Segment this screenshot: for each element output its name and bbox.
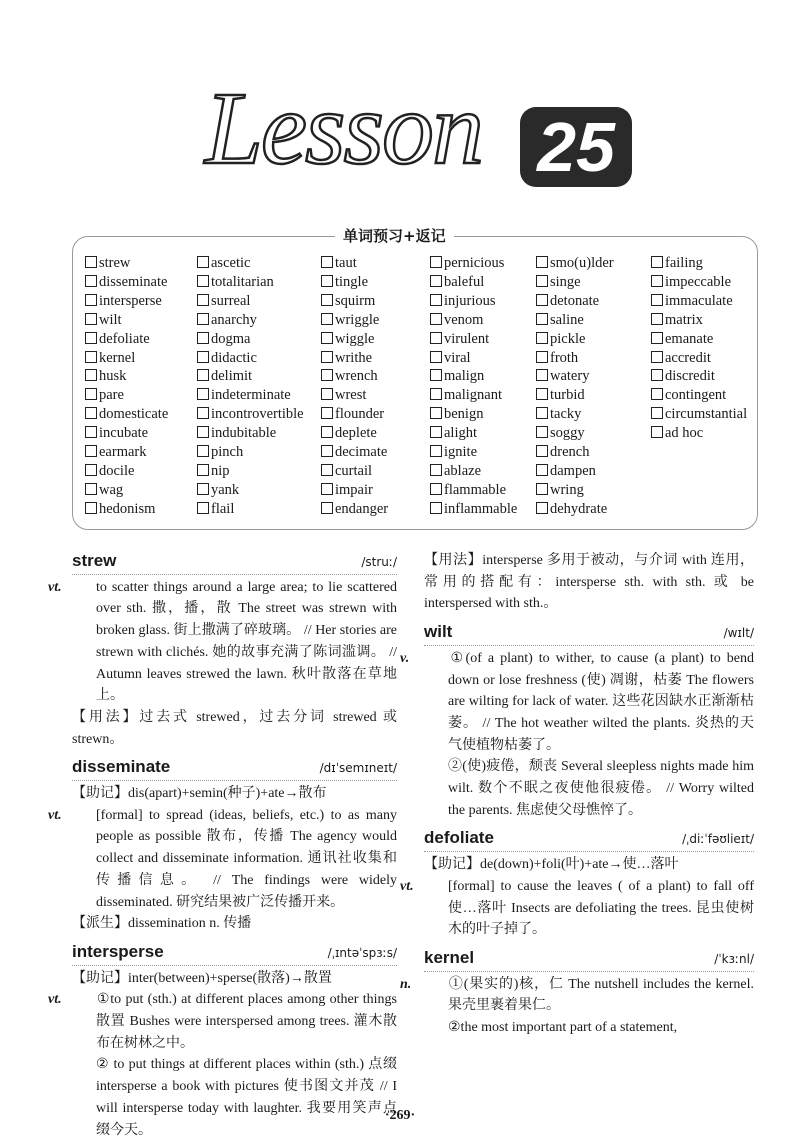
pronunciation: /dɪˈsemɪneɪt/ — [319, 761, 397, 776]
word-checkbox-item[interactable]: malignant — [430, 386, 517, 405]
word-checkbox-item[interactable]: ad hoc — [651, 424, 747, 443]
pronunciation: /ˈkɜːnl/ — [714, 951, 754, 966]
word-checkbox-item[interactable]: failing — [651, 254, 747, 273]
word-checkbox-item[interactable]: impair — [321, 481, 388, 500]
word-checkbox-item[interactable]: decimate — [321, 443, 388, 462]
word-checkbox-item[interactable]: intersperse — [85, 292, 168, 311]
word-checkbox-item[interactable]: ablaze — [430, 462, 517, 481]
word-checkbox-item[interactable]: pernicious — [430, 254, 517, 273]
pronunciation: /ˌɪntəˈspɜːs/ — [327, 945, 397, 960]
word-checkbox-item[interactable]: drench — [536, 443, 614, 462]
part-of-speech: vt. — [400, 878, 414, 894]
word-checkbox-item[interactable]: dampen — [536, 462, 614, 481]
word-checkbox-item[interactable]: writhe — [321, 349, 388, 368]
word-checkbox-item[interactable]: matrix — [651, 311, 747, 330]
word-column — [651, 254, 747, 443]
word-checkbox-item[interactable]: venom — [430, 311, 517, 330]
word-checkbox-item[interactable]: virulent — [430, 330, 517, 349]
word-list-heading: 单词预习+返记 — [335, 225, 454, 246]
headword: intersperse — [72, 941, 164, 961]
headword: defoliate — [424, 828, 494, 848]
usage-note: 【用法】过去式 strewed，过去分词 strewed 或 strewn。 — [72, 709, 397, 747]
word-checkbox-item[interactable]: detonate — [536, 292, 614, 311]
word-checkbox-item[interactable]: incubate — [85, 424, 168, 443]
part-of-speech: vt. — [48, 579, 62, 595]
pronunciation: /wɪlt/ — [723, 626, 754, 641]
word-column — [536, 254, 614, 519]
definition: ②(使)疲倦，颓丧 Several sleepless nights made him wilt. 数个不眠之夜使他很疲倦。 // Worry wilted the parents. 焦虑使父母憔悴了。 — [448, 759, 754, 818]
word-checkbox-item[interactable]: didactic — [197, 349, 304, 368]
word-checkbox-item[interactable]: strew — [85, 254, 168, 273]
word-checkbox-item[interactable]: squirm — [321, 292, 388, 311]
entry-kernel — [400, 947, 754, 1039]
word-checkbox-item[interactable]: malign — [430, 367, 517, 386]
page-number: ·269· — [384, 1108, 416, 1123]
word-checkbox-item[interactable]: flounder — [321, 405, 388, 424]
part-of-speech: vt. — [48, 992, 62, 1008]
word-checkbox-item[interactable]: wrench — [321, 367, 388, 386]
memo-note: 【助记】inter(between)+sperse(散落)→散置 — [72, 970, 332, 986]
word-checkbox-item[interactable]: delimit — [197, 367, 304, 386]
definition: [formal] to spread (ideas, beliefs, etc.) to as many people as possible 散布，传播 The agency would collect and disseminate information. 通讯社收集和传播信息。 // The findings were widely disseminated. 研究结果被广泛传播开来。 — [96, 807, 397, 910]
word-checkbox-item[interactable]: contingent — [651, 386, 747, 405]
definition: ①(果实的)核，仁 The nutshell includes the kernel. 果壳里裹着果仁。 — [448, 976, 754, 1014]
word-checkbox-item[interactable]: wag — [85, 481, 168, 500]
word-checkbox-item[interactable]: circumstantial — [651, 405, 747, 424]
word-checkbox-item[interactable]: totalitarian — [197, 273, 304, 292]
word-checkbox-item[interactable]: immaculate — [651, 292, 747, 311]
word-checkbox-item[interactable]: pare — [85, 386, 168, 405]
word-checkbox-item[interactable]: nip — [197, 462, 304, 481]
word-column — [85, 254, 168, 519]
word-checkbox-item[interactable]: viral — [430, 349, 517, 368]
entry-defoliate — [400, 827, 754, 941]
right-column — [400, 550, 754, 1039]
definition: ①to put (sth.) at different places among other things 散置 Bushes were interspersed among trees. 灌木散布在树林之中。 — [96, 992, 397, 1051]
word-list-box — [72, 227, 758, 530]
word-checkbox-item[interactable]: alight — [430, 424, 517, 443]
word-checkbox-item[interactable]: kernel — [85, 349, 168, 368]
word-checkbox-item[interactable]: emanate — [651, 330, 747, 349]
word-checkbox-item[interactable]: impeccable — [651, 273, 747, 292]
headword: strew — [72, 551, 117, 570]
pronunciation: /struː/ — [361, 555, 397, 569]
word-checkbox-item[interactable]: soggy — [536, 424, 614, 443]
left-column — [48, 550, 397, 1141]
word-checkbox-item[interactable]: disseminate — [85, 273, 168, 292]
word-checkbox-item[interactable]: ascetic — [197, 254, 304, 273]
word-checkbox-item[interactable]: dehydrate — [536, 500, 614, 519]
part-of-speech: vt. — [48, 807, 62, 823]
word-checkbox-item[interactable]: wilt — [85, 311, 168, 330]
word-checkbox-item[interactable]: surreal — [197, 292, 304, 311]
word-checkbox-item[interactable]: injurious — [430, 292, 517, 311]
word-checkbox-item[interactable]: smo(u)lder — [536, 254, 614, 273]
word-checkbox-item[interactable]: yank — [197, 481, 304, 500]
word-checkbox-item[interactable]: tingle — [321, 273, 388, 292]
derived-note: 【派生】dissemination n. 传播 — [72, 916, 252, 932]
word-checkbox-item[interactable]: singe — [536, 273, 614, 292]
word-checkbox-item[interactable]: baleful — [430, 273, 517, 292]
word-column — [430, 254, 517, 519]
word-checkbox-item[interactable]: discredit — [651, 367, 747, 386]
word-checkbox-item[interactable]: wiggle — [321, 330, 388, 349]
word-column — [197, 254, 304, 519]
entry-wilt — [400, 621, 754, 821]
word-checkbox-item[interactable]: ignite — [430, 443, 517, 462]
word-checkbox-item[interactable]: wriggle — [321, 311, 388, 330]
word-checkbox-item[interactable]: indeterminate — [197, 386, 304, 405]
word-checkbox-item[interactable]: docile — [85, 462, 168, 481]
word-checkbox-item[interactable]: watery — [536, 367, 614, 386]
lesson-title — [0, 71, 800, 205]
word-checkbox-item[interactable]: wrest — [321, 386, 388, 405]
word-checkbox-item[interactable]: deplete — [321, 424, 388, 443]
word-checkbox-item[interactable]: saline — [536, 311, 614, 330]
lesson-number: 25 — [520, 107, 632, 187]
word-checkbox-item[interactable]: turbid — [536, 386, 614, 405]
word-checkbox-item[interactable]: curtail — [321, 462, 388, 481]
word-checkbox-item[interactable]: tacky — [536, 405, 614, 424]
definition: to scatter things around a large area; to lie scattered over sth. 撒，播，散 The street was strewn with broken glass. 街上撒满了碎玻璃。 // Her stories are strewn with clichés. 她的故事充满了陈词滥调。 // Autumn leaves strewed the lawn. 秋叶散落在草地上。 — [96, 579, 397, 704]
memo-note: 【助记】de(down)+foli(叶)+ate→使…落叶 — [424, 857, 679, 873]
word-checkbox-item[interactable]: flammable — [430, 481, 517, 500]
definition: ①(of a plant) to wither, to cause (a plant) to bend down or lose freshness (使) 凋谢，枯萎 The flowers are wilting for lack of water. 这些花因缺水正渐渐枯萎。 // The hot weather wilted the plants. 炎热的天气使植物枯萎了。 — [448, 650, 754, 753]
word-checkbox-item[interactable]: accredit — [651, 349, 747, 368]
word-checkbox-item[interactable]: dogma — [197, 330, 304, 349]
word-checkbox-item[interactable]: domesticate — [85, 405, 168, 424]
definition: ②the most important part of a statement, — [448, 1020, 678, 1036]
word-checkbox-item[interactable]: indubitable — [197, 424, 304, 443]
headword: wilt — [424, 622, 453, 642]
word-checkbox-item[interactable]: taut — [321, 254, 388, 273]
word-checkbox-item[interactable]: pinch — [197, 443, 304, 462]
part-of-speech: v. — [400, 650, 410, 666]
headword: disseminate — [72, 757, 171, 777]
word-checkbox-item[interactable]: defoliate — [85, 330, 168, 349]
headword: kernel — [424, 947, 475, 967]
word-checkbox-item[interactable]: earmark — [85, 443, 168, 462]
part-of-speech: n. — [400, 976, 412, 992]
word-checkbox-item[interactable]: anarchy — [197, 311, 304, 330]
word-checkbox-item[interactable]: inflammable — [430, 500, 517, 519]
entry-strew — [48, 550, 397, 750]
word-checkbox-item[interactable]: incontrovertible — [197, 405, 304, 424]
pronunciation: /ˌdiːˈfəʊlieɪt/ — [682, 832, 754, 847]
entry-disseminate — [48, 756, 397, 935]
usage-note: 【用法】intersperse 多用于被动，与介词 with 连用，常用的搭配有：intersperse sth. with sth. 或 be interspersed with sth.。 — [424, 553, 754, 612]
word-column — [321, 254, 388, 519]
word-checkbox-item[interactable]: hedonism — [85, 500, 168, 519]
word-checkbox-item[interactable]: pickle — [536, 330, 614, 349]
word-checkbox-item[interactable]: endanger — [321, 500, 388, 519]
lesson-word: Lesson — [205, 71, 482, 186]
definition: [formal] to cause the leaves ( of a plant) to fall off 使…落叶 Insects are defoliating the trees. 昆虫使树木的叶子掉了。 — [448, 878, 754, 938]
word-checkbox-item[interactable]: wring — [536, 481, 614, 500]
word-checkbox-item[interactable]: husk — [85, 367, 168, 386]
word-checkbox-item[interactable]: benign — [430, 405, 517, 424]
definition: ② to put things at different places within (sth.) 点缀 intersperse a book with pictures 使书图文并茂 // I will intersperse today with laughter. 我要用笑声点缀今天。 — [96, 1057, 397, 1138]
word-checkbox-item[interactable]: flail — [197, 500, 304, 519]
memo-note: 【助记】dis(apart)+semin(种子)+ate→散布 — [72, 786, 327, 802]
word-checkbox-item[interactable]: froth — [536, 349, 614, 368]
